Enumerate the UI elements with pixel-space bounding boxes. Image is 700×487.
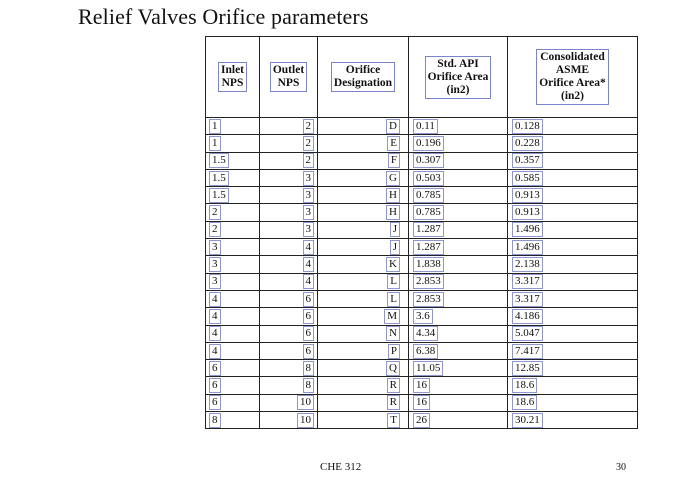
std-api-area-cell xyxy=(409,118,508,135)
asme-area-cell xyxy=(508,204,638,221)
asme-area-cell xyxy=(508,394,638,411)
cell-value: 0.196 xyxy=(413,136,444,151)
cell-value: 2 xyxy=(303,136,315,151)
inlet-nps-cell xyxy=(206,325,260,342)
header-std-api-area: Std. API Orifice Area (in2) xyxy=(409,37,508,118)
outlet-nps-cell xyxy=(260,412,318,429)
cell-value: 6 xyxy=(303,292,315,307)
header-asme-area: Consolidated ASME Orifice Area* (in2) xyxy=(508,37,638,118)
table-header-row xyxy=(206,37,638,118)
page-title: Relief Valves Orifice parameters xyxy=(78,4,369,29)
cell-value: H xyxy=(386,188,400,203)
inlet-nps-cell xyxy=(206,308,260,325)
orifice-designation-cell xyxy=(318,377,409,394)
cell-value: 0.785 xyxy=(413,188,444,203)
cell-value: 30.21 xyxy=(512,413,543,428)
asme-area-cell xyxy=(508,360,638,377)
orifice-designation-cell xyxy=(318,239,409,256)
cell-value: 4 xyxy=(303,274,315,289)
cell-value: 16 xyxy=(413,378,430,393)
std-api-area-cell xyxy=(409,394,508,411)
outlet-nps-cell xyxy=(260,377,318,394)
orifice-parameters-table xyxy=(205,36,638,429)
outlet-nps-cell xyxy=(260,239,318,256)
inlet-nps-cell xyxy=(206,239,260,256)
table-row xyxy=(206,394,638,411)
cell-value: F xyxy=(388,153,400,168)
std-api-area-cell xyxy=(409,204,508,221)
outlet-nps-cell xyxy=(260,308,318,325)
cell-value: 6 xyxy=(303,344,315,359)
outlet-nps-cell xyxy=(260,342,318,359)
asme-area-cell xyxy=(508,152,638,169)
inlet-nps-cell xyxy=(206,204,260,221)
cell-value: K xyxy=(386,257,400,272)
orifice-designation-cell xyxy=(318,273,409,290)
cell-value: 3 xyxy=(209,240,221,255)
orifice-designation-cell xyxy=(318,256,409,273)
cell-value: H xyxy=(386,205,400,220)
cell-value: 4 xyxy=(303,257,315,272)
table-row xyxy=(206,360,638,377)
cell-value: 3 xyxy=(303,188,315,203)
cell-value: 4.34 xyxy=(413,326,438,341)
inlet-nps-cell xyxy=(206,394,260,411)
cell-value: G xyxy=(386,171,400,186)
std-api-area-cell xyxy=(409,377,508,394)
cell-value: 10 xyxy=(297,395,314,410)
cell-value: 8 xyxy=(303,361,315,376)
page-number: 30 xyxy=(616,462,626,473)
asme-area-cell xyxy=(508,342,638,359)
cell-value: 0.128 xyxy=(512,119,543,134)
cell-value: 3 xyxy=(303,222,315,237)
orifice-designation-cell xyxy=(318,118,409,135)
cell-value: 3.317 xyxy=(512,292,543,307)
cell-value: 7.417 xyxy=(512,344,543,359)
outlet-nps-cell xyxy=(260,360,318,377)
cell-value: 4 xyxy=(209,344,221,359)
orifice-designation-cell xyxy=(318,290,409,307)
asme-area-cell xyxy=(508,412,638,429)
std-api-area-cell xyxy=(409,187,508,204)
inlet-nps-cell xyxy=(206,256,260,273)
outlet-nps-cell xyxy=(260,394,318,411)
inlet-nps-cell xyxy=(206,118,260,135)
cell-value: 4 xyxy=(209,292,221,307)
orifice-designation-cell xyxy=(318,204,409,221)
cell-value: 0.585 xyxy=(512,171,543,186)
cell-value: 1.496 xyxy=(512,222,543,237)
cell-value: 16 xyxy=(413,395,430,410)
asme-area-cell xyxy=(508,290,638,307)
std-api-area-cell xyxy=(409,342,508,359)
inlet-nps-cell xyxy=(206,290,260,307)
table-row xyxy=(206,342,638,359)
cell-value: 10 xyxy=(297,413,314,428)
orifice-designation-cell xyxy=(318,412,409,429)
asme-area-cell xyxy=(508,118,638,135)
cell-value: 0.913 xyxy=(512,205,543,220)
header-inlet-nps: Inlet NPS xyxy=(206,37,260,118)
std-api-area-cell xyxy=(409,152,508,169)
cell-value: P xyxy=(388,344,400,359)
asme-area-cell xyxy=(508,273,638,290)
orifice-designation-cell xyxy=(318,342,409,359)
cell-value: E xyxy=(387,136,400,151)
cell-value: 2 xyxy=(209,205,221,220)
std-api-area-cell xyxy=(409,290,508,307)
asme-area-cell xyxy=(508,135,638,152)
cell-value: 2 xyxy=(303,153,315,168)
outlet-nps-cell xyxy=(260,169,318,186)
inlet-nps-cell xyxy=(206,342,260,359)
cell-value: R xyxy=(387,395,400,410)
asme-area-cell xyxy=(508,239,638,256)
cell-value: 0.357 xyxy=(512,153,543,168)
cell-value: J xyxy=(390,240,400,255)
cell-value: 3 xyxy=(209,274,221,289)
table-row xyxy=(206,325,638,342)
table-row xyxy=(206,290,638,307)
cell-value: 6 xyxy=(209,361,221,376)
inlet-nps-cell xyxy=(206,412,260,429)
inlet-nps-cell xyxy=(206,377,260,394)
std-api-area-cell xyxy=(409,239,508,256)
inlet-nps-cell xyxy=(206,360,260,377)
orifice-table-container xyxy=(205,36,637,429)
cell-value: 26 xyxy=(413,413,430,428)
cell-value: 4 xyxy=(209,326,221,341)
outlet-nps-cell xyxy=(260,325,318,342)
orifice-designation-cell xyxy=(318,360,409,377)
std-api-area-cell xyxy=(409,221,508,238)
cell-value: D xyxy=(386,119,400,134)
cell-value: 0.785 xyxy=(413,205,444,220)
orifice-designation-cell xyxy=(318,187,409,204)
cell-value: 18.6 xyxy=(512,378,537,393)
table-row xyxy=(206,169,638,186)
outlet-nps-cell xyxy=(260,118,318,135)
cell-value: 0.503 xyxy=(413,171,444,186)
header-outlet-nps: Outlet NPS xyxy=(260,37,318,118)
cell-value: 11.05 xyxy=(413,361,443,376)
inlet-nps-cell xyxy=(206,135,260,152)
table-row xyxy=(206,412,638,429)
cell-value: 1.5 xyxy=(209,188,229,203)
asme-area-cell xyxy=(508,325,638,342)
cell-value: 6 xyxy=(303,326,315,341)
orifice-designation-cell xyxy=(318,308,409,325)
orifice-designation-cell xyxy=(318,325,409,342)
table-row xyxy=(206,204,638,221)
cell-value: J xyxy=(390,222,400,237)
std-api-area-cell xyxy=(409,360,508,377)
cell-value: 2.853 xyxy=(413,292,444,307)
outlet-nps-cell xyxy=(260,221,318,238)
cell-value: L xyxy=(387,274,400,289)
orifice-designation-cell xyxy=(318,169,409,186)
table-row xyxy=(206,118,638,135)
table-row xyxy=(206,308,638,325)
cell-value: 4 xyxy=(209,309,221,324)
table-row xyxy=(206,239,638,256)
outlet-nps-cell xyxy=(260,135,318,152)
asme-area-cell xyxy=(508,308,638,325)
asme-area-cell xyxy=(508,256,638,273)
cell-value: 6 xyxy=(209,378,221,393)
outlet-nps-cell xyxy=(260,256,318,273)
asme-area-cell xyxy=(508,221,638,238)
cell-value: 1.496 xyxy=(512,240,543,255)
cell-value: 5.047 xyxy=(512,326,543,341)
outlet-nps-cell xyxy=(260,187,318,204)
cell-value: 3.6 xyxy=(413,309,433,324)
cell-value: N xyxy=(386,326,400,341)
cell-value: 8 xyxy=(209,413,221,428)
cell-value: 2.138 xyxy=(512,257,543,272)
cell-value: 1 xyxy=(209,119,221,134)
table-row xyxy=(206,377,638,394)
inlet-nps-cell xyxy=(206,221,260,238)
cell-value: 4.186 xyxy=(512,309,543,324)
cell-value: L xyxy=(387,292,400,307)
std-api-area-cell xyxy=(409,412,508,429)
std-api-area-cell xyxy=(409,256,508,273)
cell-value: 12.85 xyxy=(512,361,543,376)
asme-area-cell xyxy=(508,377,638,394)
cell-value: 2 xyxy=(303,119,315,134)
table-row xyxy=(206,135,638,152)
inlet-nps-cell xyxy=(206,169,260,186)
cell-value: 1.838 xyxy=(413,257,444,272)
asme-area-cell xyxy=(508,169,638,186)
std-api-area-cell xyxy=(409,135,508,152)
cell-value: 1.5 xyxy=(209,153,229,168)
cell-value: 18.6 xyxy=(512,395,537,410)
cell-value: 1.5 xyxy=(209,171,229,186)
orifice-designation-cell xyxy=(318,135,409,152)
outlet-nps-cell xyxy=(260,152,318,169)
cell-value: M xyxy=(384,309,400,324)
table-row xyxy=(206,221,638,238)
std-api-area-cell xyxy=(409,273,508,290)
header-orifice-designation: Orifice Designation xyxy=(318,37,409,118)
cell-value: 3 xyxy=(303,171,315,186)
table-row xyxy=(206,273,638,290)
cell-value: 6 xyxy=(209,395,221,410)
cell-value: 8 xyxy=(303,378,315,393)
cell-value: T xyxy=(387,413,400,428)
cell-value: 0.307 xyxy=(413,153,444,168)
cell-value: 3 xyxy=(303,205,315,220)
orifice-designation-cell xyxy=(318,394,409,411)
cell-value: 6.38 xyxy=(413,344,438,359)
cell-value: 1 xyxy=(209,136,221,151)
cell-value: 0.913 xyxy=(512,188,543,203)
table-row xyxy=(206,152,638,169)
cell-value: 4 xyxy=(303,240,315,255)
table-body xyxy=(206,118,638,429)
cell-value: 6 xyxy=(303,309,315,324)
outlet-nps-cell xyxy=(260,204,318,221)
cell-value: 3.317 xyxy=(512,274,543,289)
orifice-designation-cell xyxy=(318,221,409,238)
cell-value: Q xyxy=(386,361,400,376)
cell-value: 2 xyxy=(209,222,221,237)
outlet-nps-cell xyxy=(260,290,318,307)
outlet-nps-cell xyxy=(260,273,318,290)
orifice-designation-cell xyxy=(318,152,409,169)
table-row xyxy=(206,256,638,273)
course-label: CHE 312 xyxy=(320,461,362,473)
cell-value: R xyxy=(387,378,400,393)
inlet-nps-cell xyxy=(206,152,260,169)
std-api-area-cell xyxy=(409,325,508,342)
std-api-area-cell xyxy=(409,308,508,325)
cell-value: 3 xyxy=(209,257,221,272)
table-row xyxy=(206,187,638,204)
cell-value: 1.287 xyxy=(413,222,444,237)
std-api-area-cell xyxy=(409,169,508,186)
asme-area-cell xyxy=(508,187,638,204)
cell-value: 2.853 xyxy=(413,274,444,289)
inlet-nps-cell xyxy=(206,187,260,204)
inlet-nps-cell xyxy=(206,273,260,290)
cell-value: 0.11 xyxy=(413,119,438,134)
cell-value: 0.228 xyxy=(512,136,543,151)
cell-value: 1.287 xyxy=(413,240,444,255)
